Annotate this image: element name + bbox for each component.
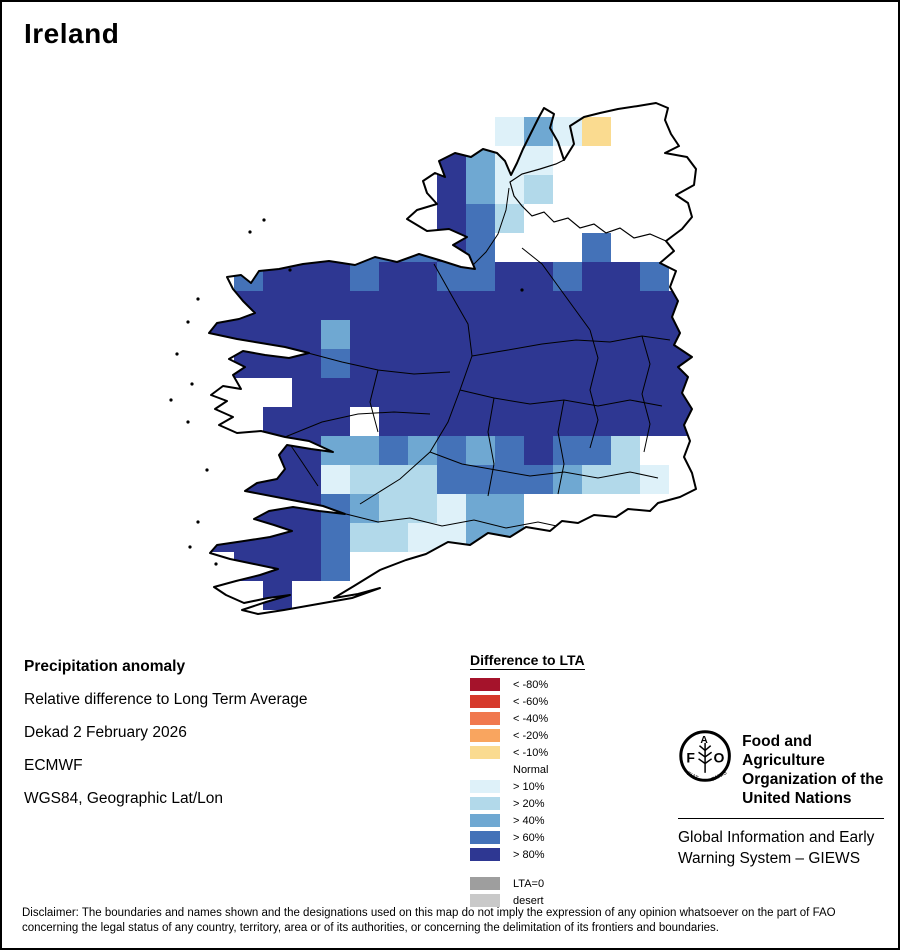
islet-dot	[175, 352, 178, 355]
anomaly-cell	[495, 407, 524, 436]
anomaly-cell	[524, 262, 553, 291]
anomaly-cell	[640, 349, 669, 378]
legend-swatch	[470, 695, 500, 708]
anomaly-cell	[582, 407, 611, 436]
anomaly-cell	[524, 291, 553, 320]
legend-entry	[470, 795, 585, 812]
raster-cells	[205, 146, 698, 610]
legend-swatch	[470, 797, 500, 810]
anomaly-cell	[408, 320, 437, 349]
islet-dot	[186, 420, 189, 423]
legend-entry	[470, 727, 585, 744]
anomaly-cell	[321, 320, 350, 349]
anomaly-cell	[321, 233, 350, 262]
anomaly-cell	[234, 552, 263, 581]
islet-dot	[196, 297, 199, 300]
anomaly-cell	[408, 407, 437, 436]
anomaly-cell	[611, 291, 640, 320]
anomaly-cell	[524, 146, 553, 175]
legend-entry	[470, 812, 585, 829]
anomaly-cell	[437, 204, 466, 233]
legend-extra-rows	[470, 875, 585, 909]
anomaly-cell	[350, 523, 379, 552]
anomaly-cell	[321, 494, 350, 523]
anomaly-cell	[234, 523, 263, 552]
anomaly-cell	[495, 262, 524, 291]
fao-logo-icon	[678, 726, 732, 786]
anomaly-cell	[495, 320, 524, 349]
anomaly-cell	[321, 552, 350, 581]
anomaly-cell	[350, 436, 379, 465]
anomaly-cell	[611, 407, 640, 436]
anomaly-cell	[582, 436, 611, 465]
legend-swatch	[470, 848, 500, 861]
legend-label: < -60%	[513, 695, 549, 708]
islet-dot	[190, 382, 193, 385]
anomaly-cell	[292, 523, 321, 552]
legend-entry	[470, 693, 585, 710]
anomaly-cell	[408, 291, 437, 320]
anomaly-cell	[437, 378, 466, 407]
anomaly-cell	[292, 407, 321, 436]
legend-swatch	[470, 780, 500, 793]
anomaly-cell	[466, 407, 495, 436]
anomaly-cell	[234, 262, 263, 291]
legend-rows	[470, 676, 585, 863]
anomaly-cell	[437, 523, 466, 552]
legend-label: < -20%	[513, 729, 549, 742]
anomaly-cell	[437, 320, 466, 349]
legend-title: Difference to LTA	[470, 652, 585, 668]
fao-name	[742, 726, 888, 808]
legend-entry	[470, 761, 585, 778]
anomaly-cell	[379, 523, 408, 552]
legend-label: Normal	[513, 763, 549, 776]
islet-dot	[186, 320, 189, 323]
anomaly-cell	[524, 175, 553, 204]
anomaly-cell	[321, 349, 350, 378]
legend-label: < -40%	[513, 712, 549, 725]
anomaly-cell	[553, 465, 582, 494]
anomaly-cell	[495, 349, 524, 378]
info-line-dekad: Dekad 2 February 2026	[24, 724, 187, 741]
anomaly-cell	[379, 233, 408, 262]
islet-dot	[205, 468, 208, 471]
svg-text:FIAT: FIAT	[685, 770, 699, 782]
anomaly-cell	[292, 291, 321, 320]
anomaly-cell	[350, 349, 379, 378]
anomaly-cell	[379, 378, 408, 407]
anomaly-cell	[466, 175, 495, 204]
anomaly-cell	[582, 117, 611, 146]
legend-label: < -10%	[513, 746, 549, 759]
anomaly-cell	[466, 494, 495, 523]
disclaimer-line: Disclaimer: The boundaries and names shown and the designations used on this map do not imply the expression of any opinion whatsoever on the part of FAO	[22, 907, 836, 919]
anomaly-cell	[350, 291, 379, 320]
fao-name-line: United Nations	[742, 790, 852, 807]
anomaly-cell	[292, 552, 321, 581]
disclaimer-line: concerning the legal status of any country, territory, area or of its authorities, or concerning the delimitation of its frontiers and boundaries.	[22, 922, 719, 934]
anomaly-cell	[292, 233, 321, 262]
anomaly-cell	[321, 378, 350, 407]
svg-text:F: F	[686, 749, 695, 766]
fao-block	[678, 726, 888, 869]
anomaly-cell	[640, 291, 669, 320]
anomaly-cell	[524, 465, 553, 494]
anomaly-cell	[408, 436, 437, 465]
anomaly-cell	[321, 465, 350, 494]
info-line-source: ECMWF	[24, 757, 83, 774]
legend-label: > 60%	[513, 831, 545, 844]
anomaly-cell	[582, 233, 611, 262]
legend-label: > 80%	[513, 848, 545, 861]
info-heading: Precipitation anomaly	[24, 658, 186, 675]
anomaly-cell	[524, 436, 553, 465]
anomaly-cell	[408, 378, 437, 407]
anomaly-cell	[408, 523, 437, 552]
anomaly-cell	[234, 233, 263, 262]
islet-dot	[196, 520, 199, 523]
anomaly-cell	[437, 349, 466, 378]
giews-label	[678, 827, 888, 869]
legend-entry	[470, 875, 585, 892]
anomaly-cell	[205, 523, 234, 552]
anomaly-cell	[350, 320, 379, 349]
anomaly-cell	[437, 494, 466, 523]
anomaly-cell	[669, 407, 698, 436]
islet-dot	[288, 268, 291, 271]
anomaly-cell	[553, 291, 582, 320]
anomaly-cell	[205, 494, 234, 523]
anomaly-cell	[553, 262, 582, 291]
legend	[470, 652, 585, 909]
anomaly-cell	[611, 320, 640, 349]
anomaly-cell	[350, 262, 379, 291]
anomaly-cell	[553, 436, 582, 465]
legend-entry	[470, 829, 585, 846]
islet-dot	[262, 218, 265, 221]
legend-swatch	[470, 763, 500, 776]
legend-swatch	[470, 678, 500, 691]
anomaly-cell	[263, 349, 292, 378]
islet-dot	[248, 230, 251, 233]
anomaly-cell	[292, 320, 321, 349]
anomaly-cell	[524, 117, 553, 146]
anomaly-cell	[263, 291, 292, 320]
anomaly-cell	[321, 262, 350, 291]
anomaly-cell	[379, 349, 408, 378]
svg-text:O: O	[713, 749, 725, 766]
page-title: Ireland	[24, 18, 120, 49]
anomaly-cell	[408, 262, 437, 291]
legend-swatch	[470, 814, 500, 827]
legend-entry	[470, 744, 585, 761]
anomaly-cell	[524, 407, 553, 436]
anomaly-cell	[408, 465, 437, 494]
anomaly-cell	[669, 378, 698, 407]
anomaly-cell	[379, 320, 408, 349]
giews-line: Warning System – GIEWS	[678, 850, 861, 867]
anomaly-cell	[437, 233, 466, 262]
info-line-description: Relative difference to Long Term Average	[24, 691, 308, 708]
anomaly-cell	[524, 349, 553, 378]
anomaly-cell	[466, 436, 495, 465]
anomaly-cell	[263, 233, 292, 262]
anomaly-cell	[582, 378, 611, 407]
legend-label: desert	[513, 894, 544, 907]
anomaly-cell	[495, 494, 524, 523]
legend-label: LTA=0	[513, 877, 545, 890]
anomaly-cell	[553, 407, 582, 436]
anomaly-cell	[495, 291, 524, 320]
anomaly-cell	[263, 436, 292, 465]
anomaly-cell	[495, 117, 524, 146]
anomaly-cell	[437, 436, 466, 465]
islet-dot	[169, 398, 172, 401]
anomaly-cell	[292, 378, 321, 407]
anomaly-cell	[495, 465, 524, 494]
anomaly-cell	[582, 465, 611, 494]
anomaly-cell	[640, 407, 669, 436]
giews-line: Global Information and Early	[678, 829, 875, 846]
fao-divider	[678, 818, 884, 819]
svg-text:A: A	[700, 734, 708, 746]
legend-entry	[470, 846, 585, 863]
anomaly-cell	[582, 262, 611, 291]
legend-label: < -80%	[513, 678, 549, 691]
anomaly-cell	[205, 291, 234, 320]
islet-dot	[520, 288, 523, 291]
legend-swatch	[470, 877, 500, 890]
fao-header	[678, 726, 888, 808]
anomaly-cell	[553, 349, 582, 378]
info-line-projection: WGS84, Geographic Lat/Lon	[24, 790, 224, 807]
anomaly-cell	[611, 349, 640, 378]
anomaly-cell	[234, 320, 263, 349]
legend-label: > 40%	[513, 814, 545, 827]
svg-text:PANIS: PANIS	[710, 770, 729, 784]
anomaly-cell	[640, 465, 669, 494]
legend-swatch	[470, 746, 500, 759]
anomaly-cell	[611, 465, 640, 494]
anomaly-cell	[437, 465, 466, 494]
disclaimer	[22, 906, 888, 936]
anomaly-cell	[234, 494, 263, 523]
legend-label: > 10%	[513, 780, 545, 793]
anomaly-cell	[582, 291, 611, 320]
anomaly-cell	[466, 291, 495, 320]
anomaly-cell	[379, 407, 408, 436]
anomaly-cell	[611, 262, 640, 291]
fao-name-line: Organization of the	[742, 771, 884, 788]
anomaly-cell	[466, 204, 495, 233]
anomaly-cell	[495, 175, 524, 204]
legend-swatch	[470, 729, 500, 742]
wheat-ear	[699, 743, 712, 773]
anomaly-cell	[611, 436, 640, 465]
legend-entry	[470, 676, 585, 693]
legend-label: > 20%	[513, 797, 545, 810]
anomaly-cell	[321, 523, 350, 552]
islet-dot	[188, 545, 191, 548]
anomaly-cell	[379, 436, 408, 465]
islet-dot	[214, 562, 217, 565]
anomaly-cell	[379, 291, 408, 320]
fao-name-line: Food and Agriculture	[742, 733, 825, 769]
legend-entry	[470, 710, 585, 727]
anomaly-cell	[321, 291, 350, 320]
legend-entry	[470, 778, 585, 795]
anomaly-cell	[495, 436, 524, 465]
legend-swatch	[470, 831, 500, 844]
anomaly-cell	[437, 175, 466, 204]
anomaly-cell	[350, 465, 379, 494]
anomaly-cell	[466, 262, 495, 291]
map-info-block	[24, 650, 308, 815]
anomaly-cell	[379, 262, 408, 291]
anomaly-cell	[553, 320, 582, 349]
legend-swatch	[470, 712, 500, 725]
